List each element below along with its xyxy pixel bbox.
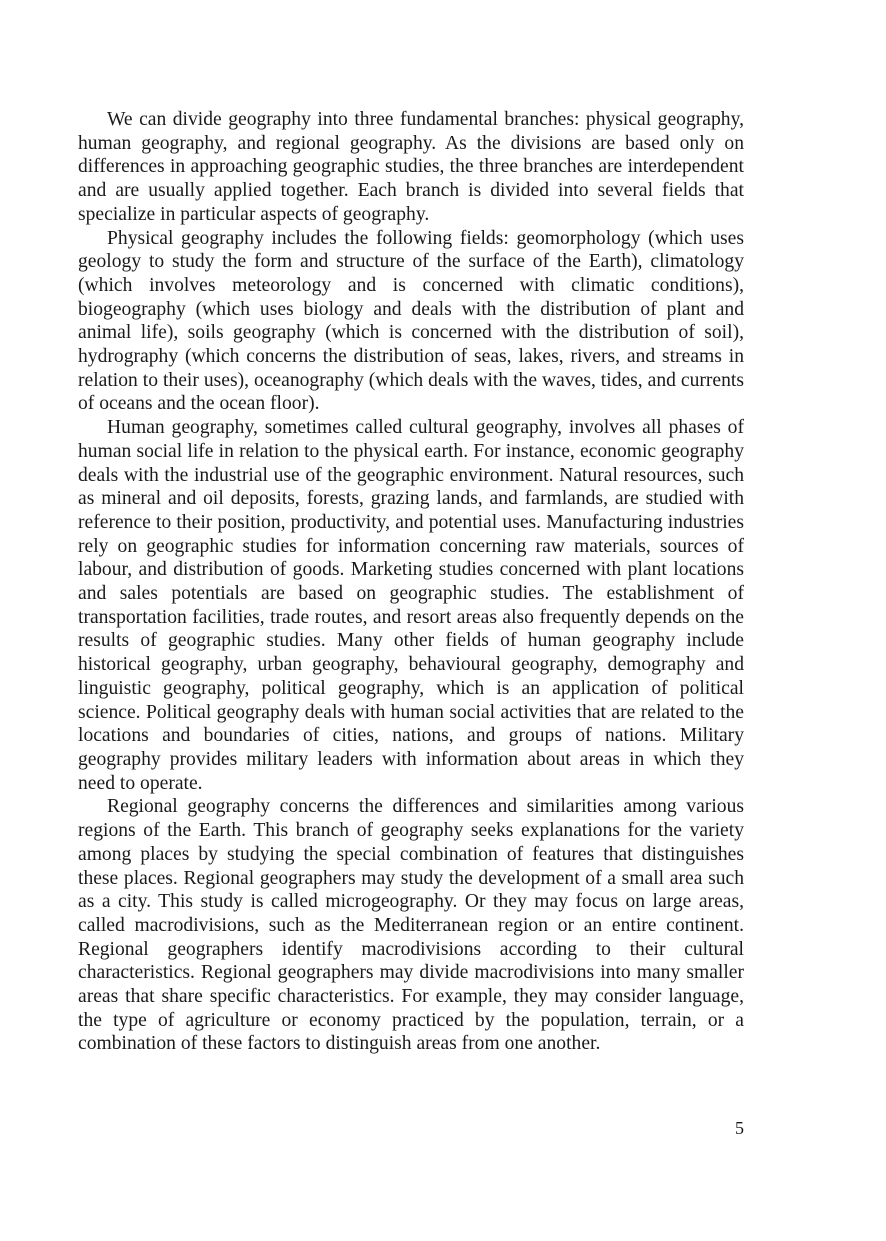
page-number: 5	[735, 1118, 744, 1138]
paragraph-human-geography: Human geography, sometimes called cultural geography, involves all phases of human social life in relation to the physical earth. For instance, economic geography deals with the industrial use of the geographic environment. Natural resources, such as mineral and oil deposits, forests, grazing lands, and farmlands, are studied with reference to their position, productivity, and potential uses. Manufacturing industries rely on geographic studies for information concerning raw materials, sources of labour, and distribution of goods. Marketing studies concerned with plant locations and sales potentials are based on geographic studies. The establishment of transportation facilities, trade routes, and resort areas also frequently depends on the results of geographic studies. Many other fields of human geography include historical geography, urban geography, behavioural geography, demography and linguistic geography, political geography, which is an application of political science. Political geography deals with human social activities that are related to the locations and boundaries of cities, nations, and groups of nations. Military geography provides military leaders with information about areas in which they need to operate.	[78, 417, 744, 794]
paragraph-physical-geography: Physical geography includes the following fields: geomorphology (which uses geology to study the form and structure of the surface of the Earth), climatology (which involves meteorology and is concerned with climatic conditions), biogeography (which uses biology and deals with the distribution of plant and animal life), soils geography (which is concerned with the distribution of soil), hydrography (which concerns the distribution of seas, lakes, rivers, and streams in relation to their uses), oceanography (which deals with the waves, tides, and currents of oceans and the ocean floor).	[78, 227, 744, 415]
paragraph-regional-geography: Regional geography concerns the differences and similarities among various regions of the Earth. This branch of geography seeks explanations for the variety among places by studying the special combination of features that distinguishes these places. Regional geographers may study the development of a small area such as a city. This study is called microgeography. Or they may focus on large areas, called macrodivisions, such as the Mediterranean region or an entire continent. Regional geographers identify macrodivisions according to their cultural characteristics. Regional geographers may divide macrodivisions into many smaller areas that share specific characteristics. For example, they may consider language, the type of agriculture or economy practiced by the population, terrain, or a combination of these factors to distinguish areas from one another.	[78, 796, 744, 1055]
paragraph-branches-intro: We can divide geography into three fundamental branches: physical geography, human geography, and regional geography. As the divisions are based only on differences in approaching geographic studies, the three branches are interdependent and are usually applied together. Each branch is divided into several fields that specialize in particular aspects of geography.	[78, 109, 744, 225]
page-body	[78, 108, 744, 1056]
